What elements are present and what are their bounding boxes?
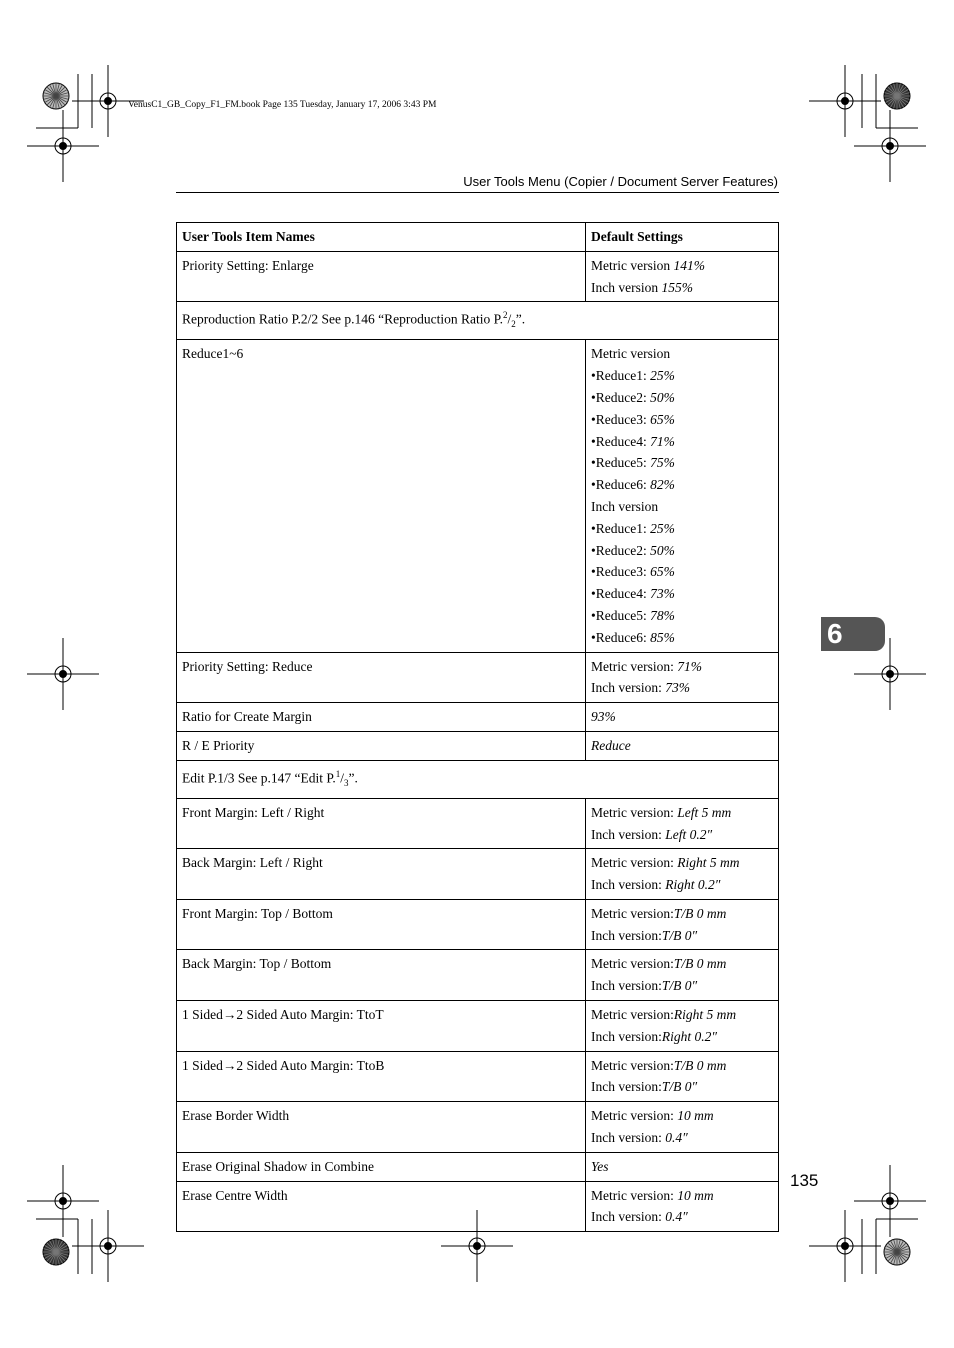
registration-mark-icon	[72, 1210, 144, 1282]
user-tools-table	[176, 222, 779, 1232]
registration-mark-icon	[809, 1210, 881, 1282]
table-header-row	[177, 223, 779, 252]
column-header-item-names: User Tools Item Names	[177, 223, 586, 252]
color-wheel-mark-icon	[884, 1239, 910, 1265]
table-row	[177, 1102, 779, 1153]
item-name: Erase Original Shadow in Combine	[177, 1152, 586, 1181]
item-name: R / E Priority	[177, 731, 586, 760]
registration-mark-icon	[854, 110, 926, 182]
table-row	[177, 950, 779, 1001]
color-wheel-mark-icon	[43, 83, 69, 109]
table-row	[177, 1001, 779, 1052]
item-name: Back Margin: Left / Right	[177, 849, 586, 900]
item-name: Erase Border Width	[177, 1102, 586, 1153]
item-name: Ratio for Create Margin	[177, 703, 586, 732]
page-number: 135	[790, 1171, 819, 1190]
default-setting: Yes	[586, 1152, 779, 1181]
default-setting: 93%	[586, 703, 779, 732]
running-header: User Tools Menu (Copier / Document Server Features)	[463, 174, 778, 189]
item-name: Back Margin: Top / Bottom	[177, 950, 586, 1001]
item-name: Reduce1~6	[177, 340, 586, 652]
table-row	[177, 1181, 779, 1232]
table-row	[177, 703, 779, 732]
default-setting: Metric version: Right 5 mm Inch version: Right 0.2″	[586, 849, 779, 900]
table-row	[177, 1152, 779, 1181]
print-info: VenusC1_GB_Copy_F1_FM.book Page 135 Tuesday, January 17, 2006 3:43 PM	[128, 100, 437, 110]
default-setting: Metric version 141% Inch version 155%	[586, 251, 779, 302]
default-setting: Metric version: 10 mm Inch version: 0.4″	[586, 1102, 779, 1153]
default-setting: Metric version:T/B 0 mm Inch version:T/B 0″	[586, 950, 779, 1001]
section-edit: Edit P.1/3 See p.147 “Edit $P.^1/_3$”.	[177, 760, 779, 798]
color-wheel-mark-icon	[43, 1239, 69, 1265]
item-name: 1 Sided→2 Sided Auto Margin: TtoB	[177, 1051, 586, 1102]
section-row	[177, 302, 779, 340]
table-row	[177, 251, 779, 302]
registration-mark-icon	[809, 65, 881, 137]
column-header-default-settings: Default Settings	[586, 223, 779, 252]
table-row	[177, 731, 779, 760]
table-row	[177, 798, 779, 849]
table-row	[177, 1051, 779, 1102]
registration-mark-icon	[27, 110, 99, 182]
default-setting: Metric version: Left 5 mm Inch version: Left 0.2″	[586, 798, 779, 849]
table-row	[177, 899, 779, 950]
item-name: Erase Centre Width	[177, 1181, 586, 1232]
registration-mark-icon	[27, 1165, 99, 1237]
default-setting: Metric version: 71% Inch version: 73%	[586, 652, 779, 703]
color-wheel-mark-icon	[884, 83, 910, 109]
default-setting: Metric version: 10 mm Inch version: 0.4″	[586, 1181, 779, 1232]
item-name: Priority Setting: Reduce	[177, 652, 586, 703]
default-setting: Metric version:T/B 0 mm Inch version:T/B 0″	[586, 899, 779, 950]
table-row	[177, 849, 779, 900]
section-reproduction-ratio: Reproduction Ratio P.2/2 See p.146 “Reproduction Ratio $P.^2/_2$”.	[177, 302, 779, 340]
item-name: 1 Sided→2 Sided Auto Margin: TtoT	[177, 1001, 586, 1052]
default-setting: Metric version:T/B 0 mm Inch version:T/B 0″	[586, 1051, 779, 1102]
table-row	[177, 340, 779, 652]
item-name: Priority Setting: Enlarge	[177, 251, 586, 302]
chapter-tab: 6	[821, 617, 885, 651]
default-setting: Metric version •Reduce1: 25% •Reduce2: 50% •Reduce3: 65% •Reduce4: 71% •Reduce5: 75% •Reduce6: 82% Inch version •Reduce1: 25% •Reduce2: 50% •Reduce3: 65% •Reduce4: 73% •Reduce5: 78% •Reduce6: 85%	[586, 340, 779, 652]
registration-mark-icon	[854, 1165, 926, 1237]
registration-mark-icon	[27, 638, 99, 710]
section-row	[177, 760, 779, 798]
header-rule	[176, 192, 779, 193]
item-name: Front Margin: Top / Bottom	[177, 899, 586, 950]
item-name: Front Margin: Left / Right	[177, 798, 586, 849]
default-setting: Metric version:Right 5 mm Inch version:Right 0.2″	[586, 1001, 779, 1052]
table-row	[177, 652, 779, 703]
default-setting: Reduce	[586, 731, 779, 760]
